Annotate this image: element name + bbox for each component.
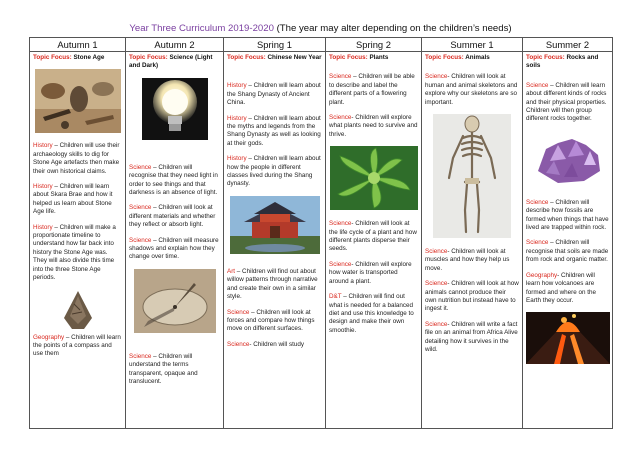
summer-2-item-4: Geography- Children will learn how volcanoes are formed and where on the Earth they occur. <box>526 271 597 304</box>
chinese-temple-image <box>230 196 320 254</box>
spring-2-item-3: Science- Children will look at the life cycle of a plant and how different plants disperse their seeds. <box>329 220 417 253</box>
spring-1-item-5: Science – Children will look at forces and compare how things move on different surfaces. <box>227 308 315 333</box>
arrowhead-image <box>60 290 96 330</box>
summer-1-item-2: Science- Children will look at muscles and how they help us move. <box>425 248 510 272</box>
topic-focus: Topic Focus: Rocks and soils <box>526 54 599 70</box>
spiral-plant-image <box>330 146 418 210</box>
heading-autumn-1: Autumn 1 <box>30 38 126 52</box>
table-header-row <box>30 38 613 52</box>
spring-1-item-6: Science- Children will study <box>227 340 304 348</box>
autumn-2-item-3: Science – Children will measure shadows and explain how they change over time. <box>129 236 219 261</box>
autumn-1-item-2: History – Children will learn about Skara Brae and how it helped us learn about Stone Age life. <box>33 183 113 216</box>
spring-2-item-4: Science- Children will explore how water is transported around a plant. <box>329 260 412 285</box>
summer-1-item-1: Science- Children will look at human and animal skeletons and explore why our skeletons are so important. <box>425 73 518 106</box>
heading-autumn-2: Autumn 2 <box>126 38 224 52</box>
topic-focus: Topic Focus: Plants <box>329 54 389 61</box>
title-note: (The year may alter depending on the children’s needs) <box>273 23 512 34</box>
autumn-1-item-1: History – Children will use their archaeology skills to dig for Stone Age artefacts then make their own historical claims. <box>33 142 120 175</box>
sundial-image <box>134 269 216 333</box>
spring-2-item-5: D&T – Children will find out what is needed for a balanced diet and use this knowledge to design and make their own smoothie. <box>329 293 414 334</box>
spring-1-item-1: History – Children will learn about the Shang Dynasty of Ancient China. <box>227 82 321 107</box>
topic-focus: Topic Focus: Stone Age <box>33 54 105 61</box>
curriculum-table <box>29 37 613 429</box>
topic-focus: Topic Focus: Chinese New Year <box>227 54 322 61</box>
light-bulb-image <box>142 78 208 140</box>
stone-age-tools-image <box>35 69 121 133</box>
summer-2-item-2: Science – Children will describe how fossils are formed when things that have lived are trapped within rock. <box>526 198 609 232</box>
spring-2-item-1: Science – Children will be able to describe and label the different parts of a flowering plant. <box>329 73 415 106</box>
amethyst-crystal-image <box>528 131 608 189</box>
heading-spring-1: Spring 1 <box>224 38 326 52</box>
spring-2-item-2: Science- Children will explore what plants need to survive and thrive. <box>329 114 418 138</box>
heading-summer-1: Summer 1 <box>422 38 523 52</box>
volcano-image <box>526 312 610 364</box>
spring-1-item-4: Art – Children will find out about willow patterns through narrative and create their own in a similar style. <box>227 267 318 301</box>
heading-summer-2: Summer 2 <box>523 38 613 52</box>
summer-2-item-1: Science – Children will learn about different kinds of rocks and their physical properties. Children will then group different rocks together. <box>526 81 607 123</box>
document-title <box>29 23 612 35</box>
summer-2-item-3: Science – Children will recognise that soils are made from rock and organic matter. <box>526 239 609 264</box>
autumn-1-item-4: Geography – Children will learn the points of a compass and use them <box>33 333 121 358</box>
column-spring-1 <box>224 52 326 429</box>
column-autumn-2 <box>126 52 224 429</box>
autumn-2-item-2: Science – Children will look at different materials and whether they reflect or absorb light. <box>129 204 216 229</box>
heading-spring-2: Spring 2 <box>326 38 422 52</box>
autumn-1-item-3: History – Children will make a proportionate timeline to understand how far back into history the Stone Age was. They will also divide this time into the three Stone Age periods. <box>33 223 116 282</box>
summer-1-item-4: Science- Children will write a fact file on an animal from Africa Alive detailing how it survives in the wild. <box>425 320 518 354</box>
summer-1-item-3: Science- Children will look at how animals cannot produce their own nutrition but instead have to ingest it. <box>425 280 519 313</box>
spring-1-item-2: History – Children will learn about the myths and legends from the Shang Dynasty as well as looking at their gods. <box>227 114 321 147</box>
autumn-2-item-4: Science – Children will understand the terms transparent, opaque and translucent. <box>129 352 198 386</box>
autumn-2-item-1: Science – Children will recognise that they need light in order to see things and that darkness is an absence of light. <box>129 163 218 197</box>
spring-1-item-3: History – Children will learn about how the people in different classes lived during the Shang dynasty. <box>227 155 321 188</box>
topic-focus: Topic Focus: Animals <box>425 54 490 61</box>
skeleton-image <box>433 114 511 238</box>
column-summer-1 <box>422 52 523 429</box>
table-body-row <box>30 52 613 429</box>
column-autumn-1 <box>30 52 126 429</box>
column-summer-2 <box>523 52 613 429</box>
title-main: Year Three Curriculum 2019-2020 <box>129 23 274 34</box>
topic-focus: Topic Focus: Science (Light and Dark) <box>129 54 213 70</box>
column-spring-2 <box>326 52 422 429</box>
